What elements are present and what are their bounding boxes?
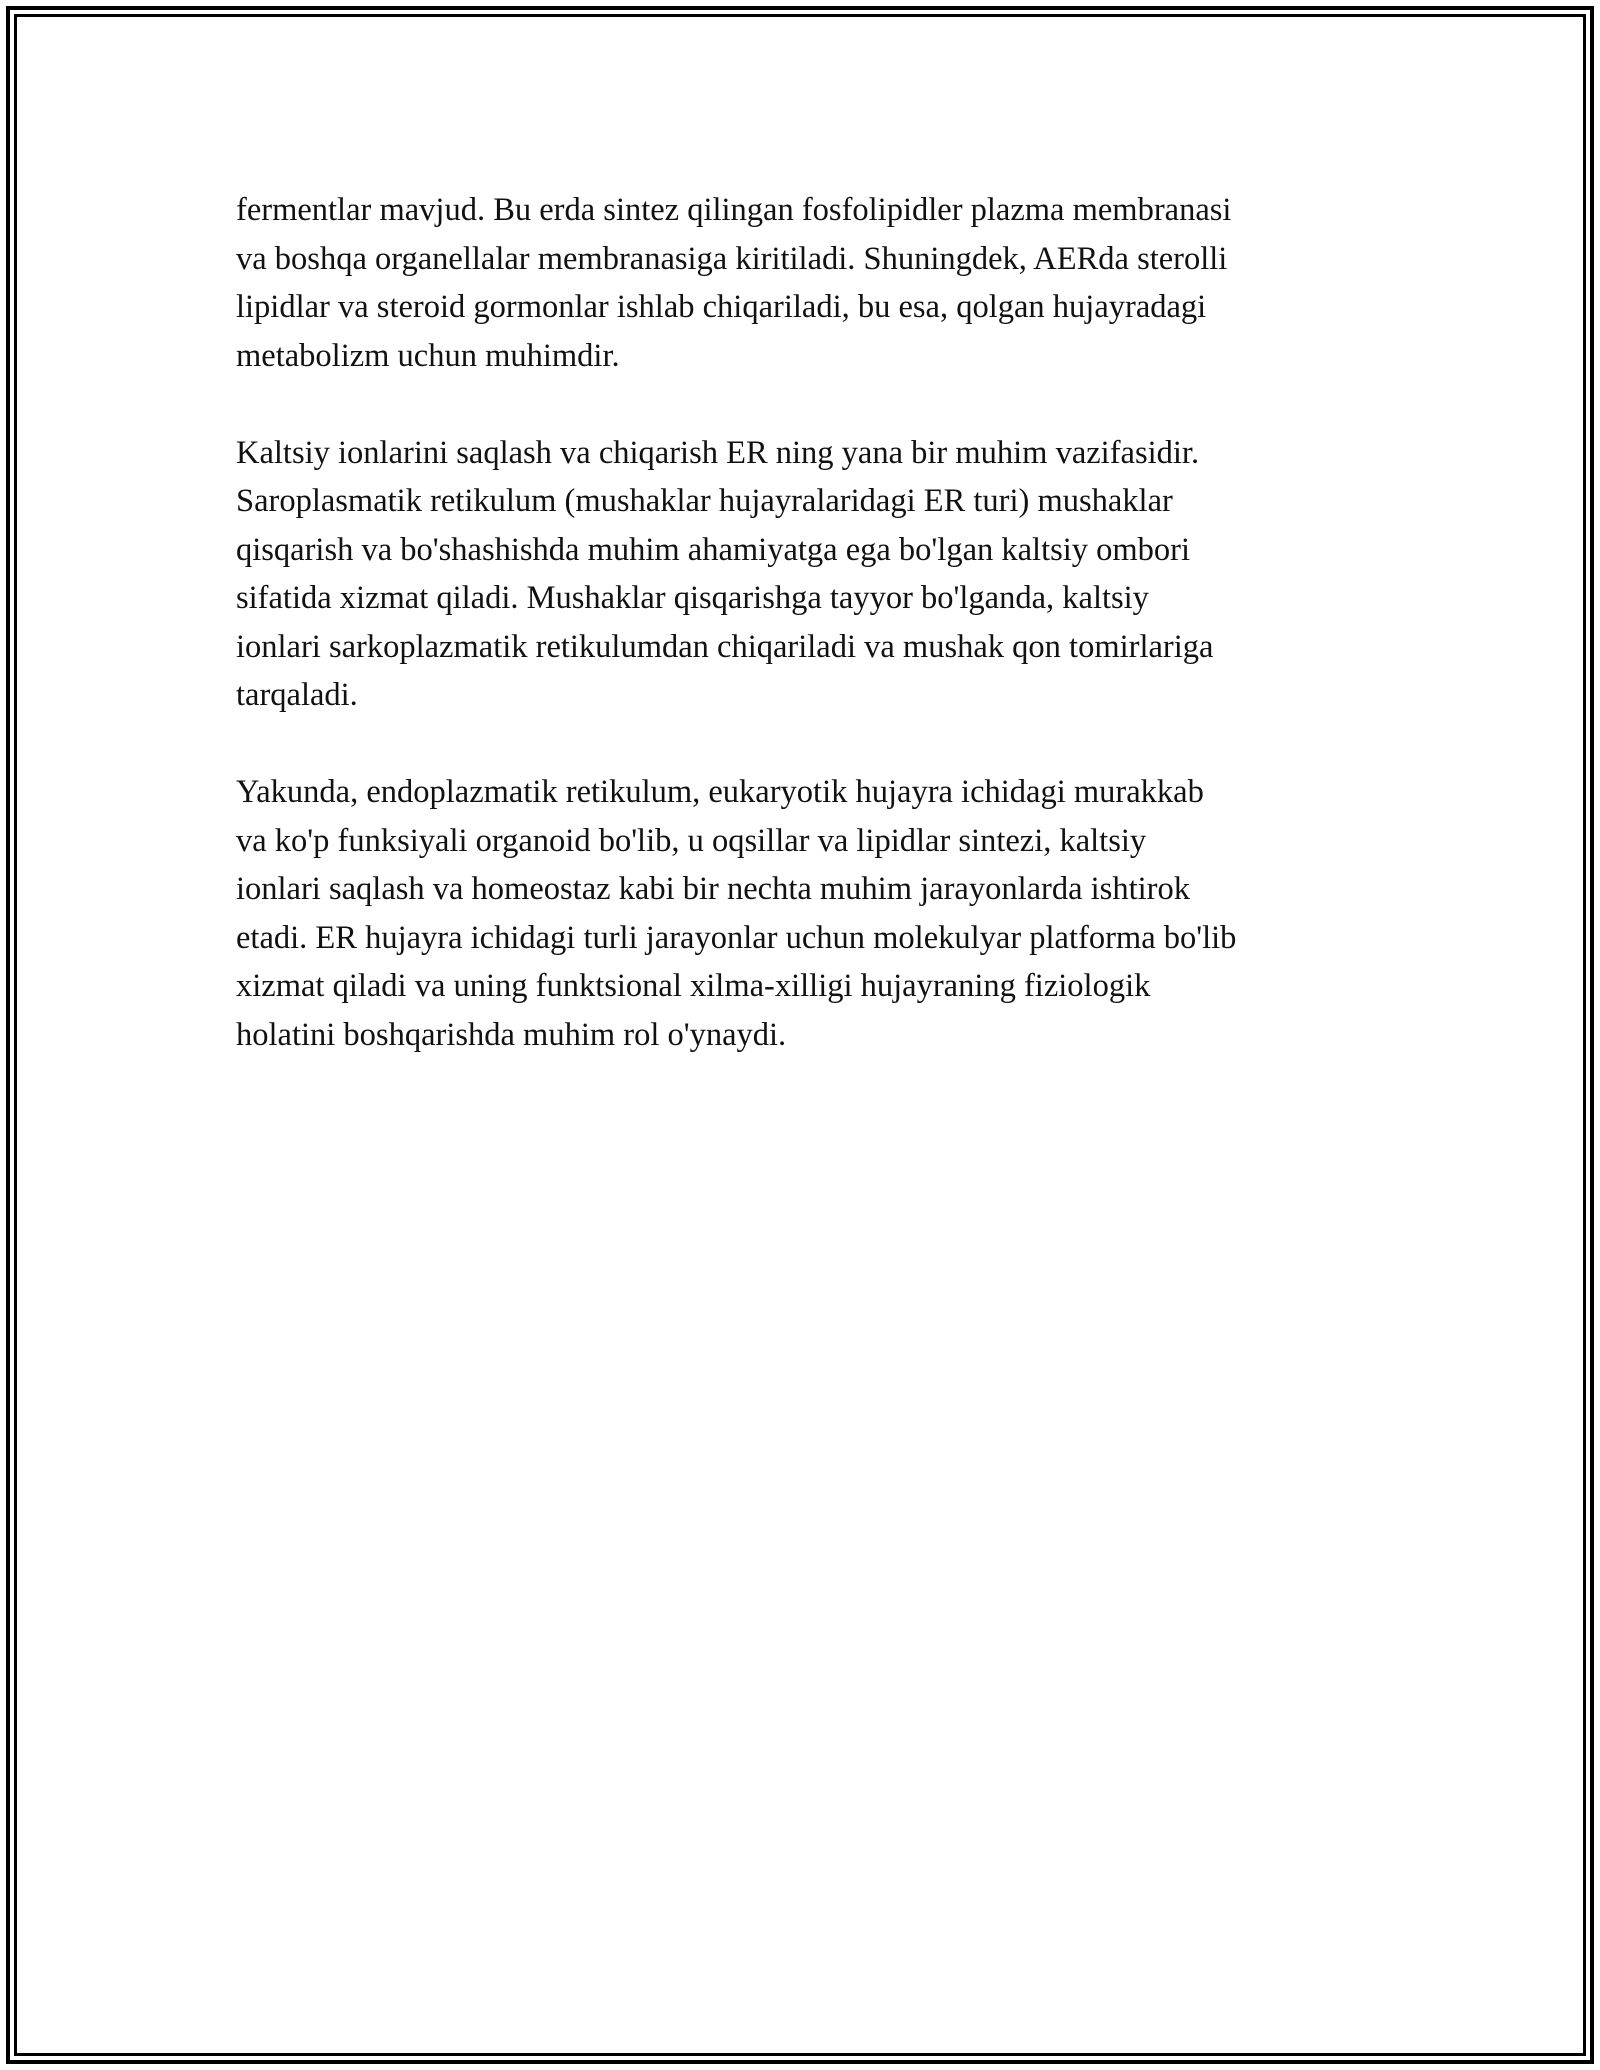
paragraph-lipid-synthesis: fermentlar mavjud. Bu erda sintez qilingan fosfolipidler plazma membranasi va boshqa organellalar membranasiga kiritiladi. Shuningdek, AERda sterolli lipidlar va steroid gormonlar ishlab chiqariladi, bu esa, qolgan hujayradagi metabolizm uchun muhimdir.	[236, 192, 1232, 374]
paragraph-calcium-storage: Kaltsiy ionlarini saqlash va chiqarish ER ning yana bir muhim vazifasidir. Saroplasmatik retikulum (mushaklar hujayralaridagi ER turi) mushaklar qisqarish va bo'shashishda muhim ahamiyatga ega bo'lgan kaltsiy ombori sifatida xizmat qiladi. Mushaklar qisqarishga tayyor bo'lganda, kaltsiy ionlari sarkoplazmatik retikulumdan chiqariladi va mushak qon tomirlariga tarqaladi.	[236, 434, 1214, 713]
document-body	[236, 186, 1366, 1108]
paragraph-conclusion: Yakunda, endoplazmatik retikulum, eukaryotik hujayra ichidagi murakkab va ko'p funksiyali organoid bo'lib, u oqsillar va lipidlar sintezi, kaltsiy ionlari saqlash va homeostaz kabi bir nechta muhim jarayonlarda ishtirok etadi. ER hujayra ichidagi turli jarayonlar uchun molekulyar platforma bo'lib xizmat qiladi va uning funktsional xilma-xilligi hujayraning fiziologik holatini boshqarishda muhim rol o'ynaydi.	[236, 774, 1237, 1053]
